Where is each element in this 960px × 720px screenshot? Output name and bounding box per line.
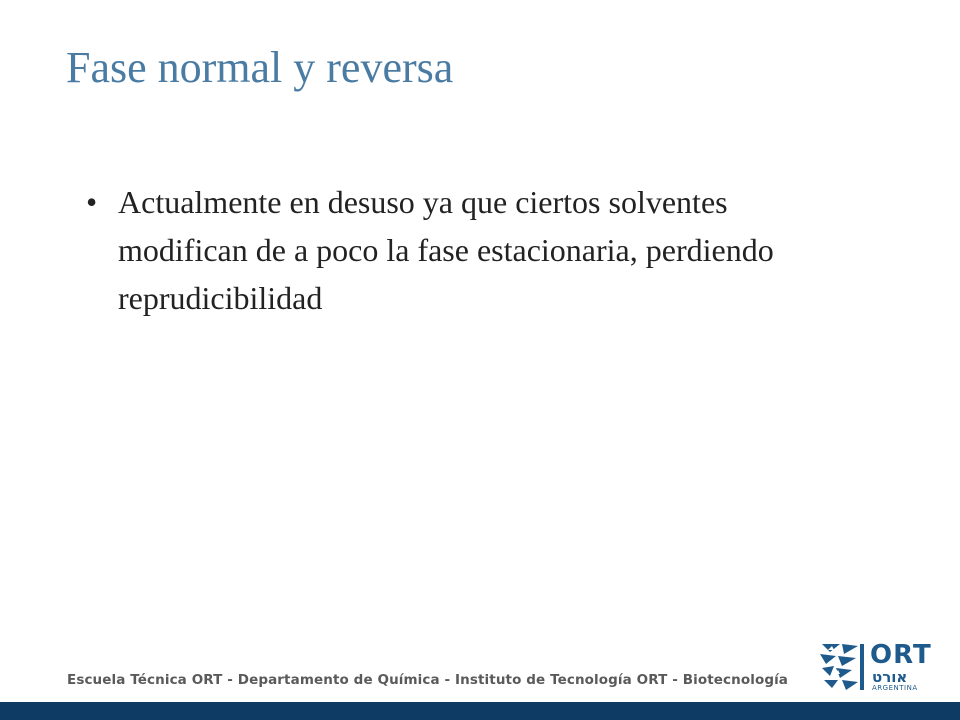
bullet-item: [86, 178, 806, 322]
footer-bar: [0, 702, 960, 720]
logo-name: ORT: [870, 640, 932, 670]
ort-logo: [818, 640, 932, 692]
bullet-list: [86, 178, 806, 322]
bullet-marker: •: [86, 184, 98, 220]
bullet-text: Actualmente en desuso ya que ciertos solventes modifican de a poco la fase estacionaria, perdiendo reprudicibilidad: [118, 184, 774, 316]
logo-hebrew: אורט: [872, 668, 908, 686]
logo-country: ARGENTINA: [872, 684, 918, 692]
slide-title: Fase normal y reversa: [66, 43, 454, 92]
ort-emblem-icon: [818, 640, 866, 692]
footer-text: Escuela Técnica ORT - Departamento de Química - Instituto de Tecnología ORT - Biotecnología: [67, 672, 789, 688]
